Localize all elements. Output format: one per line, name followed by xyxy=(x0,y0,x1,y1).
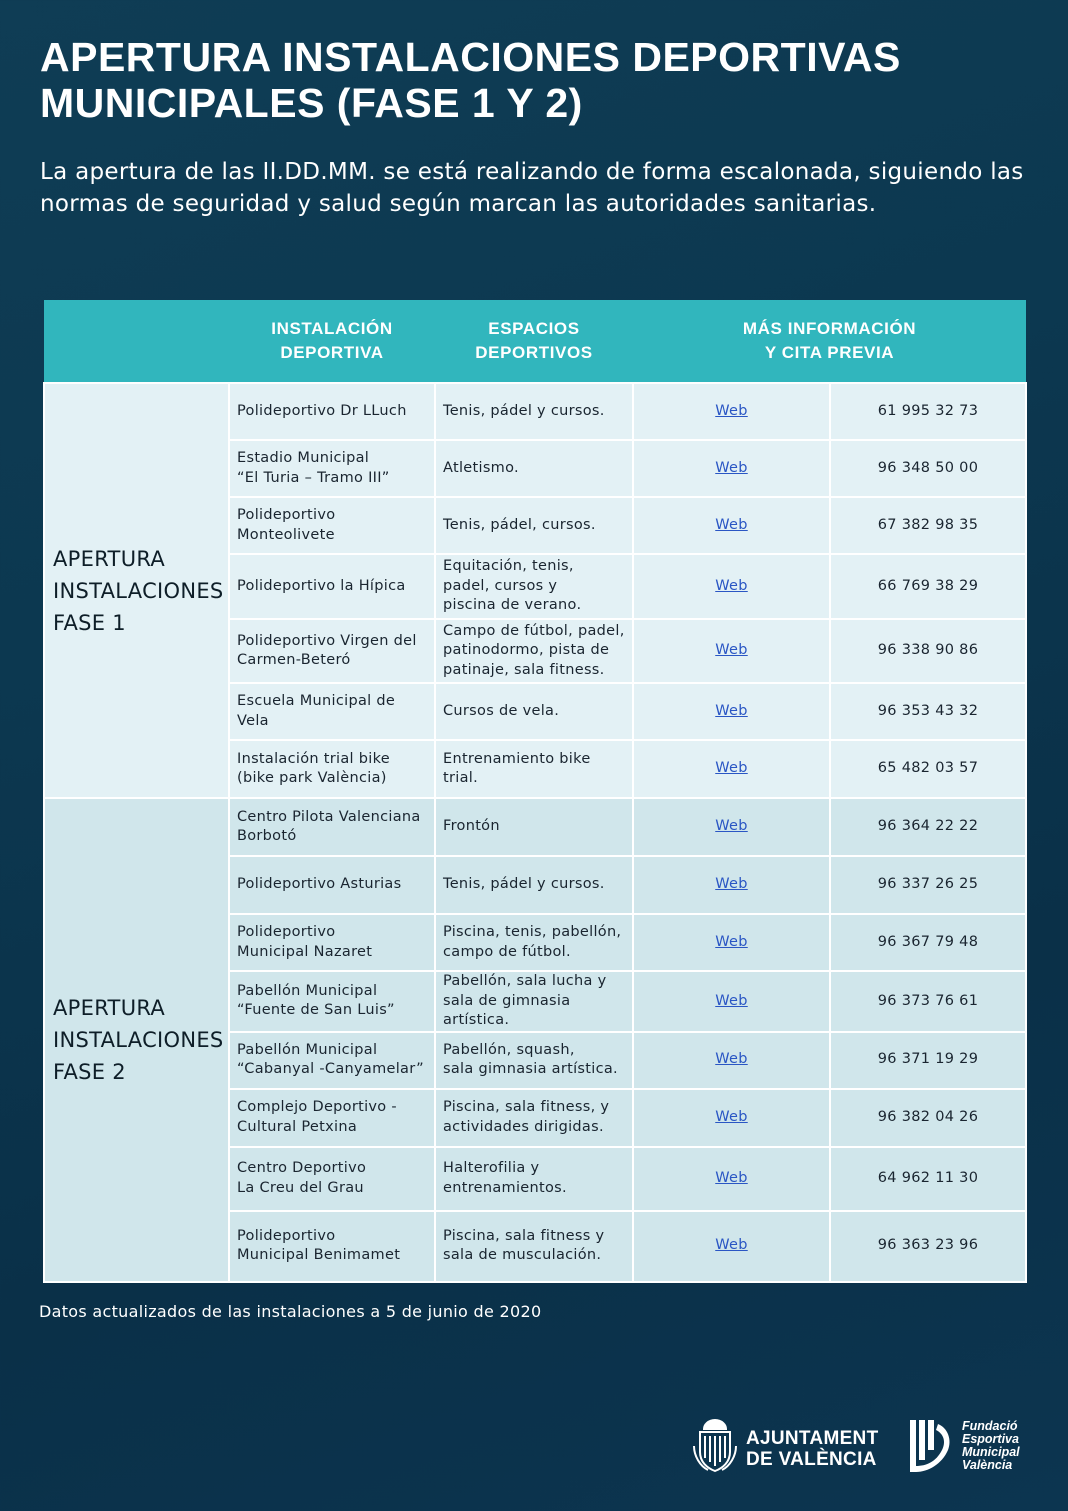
header-installation: INSTALACIÓN DEPORTIVA xyxy=(229,300,435,383)
web-cell xyxy=(633,554,830,619)
installation-name: Instalación trial bike (bike park València) xyxy=(229,740,435,798)
sports-spaces: Pabellón, squash, sala gimnasia artística. xyxy=(435,1032,633,1089)
web-cell xyxy=(633,856,830,914)
web-cell xyxy=(633,1089,830,1147)
web-link[interactable]: Web xyxy=(715,760,748,777)
web-cell xyxy=(633,1032,830,1089)
web-link[interactable]: Web xyxy=(715,992,748,1009)
web-cell xyxy=(633,619,830,683)
sports-spaces: Frontón xyxy=(435,798,633,856)
facilities-table xyxy=(43,300,1027,1283)
web-cell xyxy=(633,740,830,798)
phone-number: 96 348 50 00 xyxy=(830,440,1026,497)
phone-number: 64 962 11 30 xyxy=(830,1147,1026,1211)
phase-2-label: APERTURA INSTALACIONES FASE 2 xyxy=(44,798,229,1282)
header-spaces: ESPACIOS DEPORTIVOS xyxy=(435,300,633,383)
phone-number: 67 382 98 35 xyxy=(830,497,1026,554)
phase-1-label: APERTURA INSTALACIONES FASE 1 xyxy=(44,383,229,798)
fundacio-mark-icon xyxy=(908,1418,956,1476)
installation-name: Estadio Municipal “El Turia – Tramo III” xyxy=(229,440,435,497)
phone-number: 61 995 32 73 xyxy=(830,383,1026,440)
installation-name: Escuela Municipal de Vela xyxy=(229,683,435,740)
installation-name: Polideportivo la Hípica xyxy=(229,554,435,619)
web-cell xyxy=(633,383,830,440)
city-crest-icon xyxy=(690,1416,740,1476)
sports-spaces: Piscina, sala fitness, y actividades dirigidas. xyxy=(435,1089,633,1147)
ajuntament-logo-text: AJUNTAMENT DE VALÈNCIA xyxy=(746,1428,879,1470)
web-cell xyxy=(633,497,830,554)
header-phase xyxy=(44,300,229,383)
installation-name: Polideportivo Municipal Nazaret xyxy=(229,914,435,971)
sports-spaces: Tenis, pádel y cursos. xyxy=(435,856,633,914)
installation-name: Polideportivo Asturias xyxy=(229,856,435,914)
sports-spaces: Piscina, tenis, pabellón, campo de fútbol. xyxy=(435,914,633,971)
phone-number: 66 769 38 29 xyxy=(830,554,1026,619)
sports-spaces: Campo de fútbol, padel, patinodormo, pista de patinaje, sala fitness. xyxy=(435,619,633,683)
web-cell xyxy=(633,683,830,740)
sports-spaces: Halterofilia y entrenamientos. xyxy=(435,1147,633,1211)
web-link[interactable]: Web xyxy=(715,1051,748,1068)
installation-name: Pabellón Municipal “Cabanyal -Canyamelar” xyxy=(229,1032,435,1089)
update-note: Datos actualizados de las instalaciones a 5 de junio de 2020 xyxy=(39,1302,542,1321)
sports-spaces: Pabellón, sala lucha y sala de gimnasia artística. xyxy=(435,971,633,1032)
web-link[interactable]: Web xyxy=(715,876,748,893)
web-cell xyxy=(633,1147,830,1211)
page-title: APERTURA INSTALACIONES DEPORTIVAS MUNICIPALES (FASE 1 Y 2) xyxy=(40,34,901,126)
web-link[interactable]: Web xyxy=(715,818,748,835)
phone-number: 96 373 76 61 xyxy=(830,971,1026,1032)
table-body xyxy=(44,383,1026,1282)
phone-number: 96 371 19 29 xyxy=(830,1032,1026,1089)
web-link[interactable]: Web xyxy=(715,1169,748,1186)
web-cell xyxy=(633,971,830,1032)
web-link[interactable]: Web xyxy=(715,933,748,950)
sports-spaces: Equitación, tenis, padel, cursos y piscina de verano. xyxy=(435,554,633,619)
web-link[interactable]: Web xyxy=(715,702,748,719)
web-link[interactable]: Web xyxy=(715,642,748,659)
installation-name: Polideportivo Municipal Benimamet xyxy=(229,1211,435,1282)
table-header-row xyxy=(44,300,1026,383)
header-more-info: MÁS INFORMACIÓN Y CITA PREVIA xyxy=(633,300,1026,383)
web-cell xyxy=(633,440,830,497)
sports-spaces: Cursos de vela. xyxy=(435,683,633,740)
web-link[interactable]: Web xyxy=(715,1108,748,1125)
sports-spaces: Entrenamiento bike trial. xyxy=(435,740,633,798)
web-cell xyxy=(633,798,830,856)
phone-number: 96 338 90 86 xyxy=(830,619,1026,683)
phone-number: 96 337 26 25 xyxy=(830,856,1026,914)
installation-name: Polideportivo Monteolivete xyxy=(229,497,435,554)
web-link[interactable]: Web xyxy=(715,459,748,476)
installation-name: Centro Deportivo La Creu del Grau xyxy=(229,1147,435,1211)
phone-number: 96 353 43 32 xyxy=(830,683,1026,740)
installation-name: Centro Pilota Valenciana Borbotó xyxy=(229,798,435,856)
installation-name: Pabellón Municipal “Fuente de San Luis” xyxy=(229,971,435,1032)
installation-name: Polideportivo Dr LLuch xyxy=(229,383,435,440)
web-link[interactable]: Web xyxy=(715,577,748,594)
phone-number: 96 363 23 96 xyxy=(830,1211,1026,1282)
web-link[interactable]: Web xyxy=(715,516,748,533)
sports-spaces: Piscina, sala fitness y sala de musculación. xyxy=(435,1211,633,1282)
fundacio-logo-text: Fundació Esportiva Municipal València xyxy=(962,1419,1020,1472)
table-row xyxy=(44,383,1026,440)
phone-number: 65 482 03 57 xyxy=(830,740,1026,798)
web-cell xyxy=(633,1211,830,1282)
phone-number: 96 367 79 48 xyxy=(830,914,1026,971)
sports-spaces: Atletismo. xyxy=(435,440,633,497)
web-link[interactable]: Web xyxy=(715,1237,748,1254)
installation-name: Polideportivo Virgen del Carmen-Beteró xyxy=(229,619,435,683)
phone-number: 96 364 22 22 xyxy=(830,798,1026,856)
sports-spaces: Tenis, pádel y cursos. xyxy=(435,383,633,440)
phone-number: 96 382 04 26 xyxy=(830,1089,1026,1147)
web-link[interactable]: Web xyxy=(715,402,748,419)
table-row xyxy=(44,798,1026,856)
page-subtitle: La apertura de las II.DD.MM. se está realizando de forma escalonada, siguiendo las normas de seguridad y salud según marcan las autoridades sanitarias. xyxy=(40,159,1024,217)
web-cell xyxy=(633,914,830,971)
installation-name: Complejo Deportivo - Cultural Petxina xyxy=(229,1089,435,1147)
sports-spaces: Tenis, pádel, cursos. xyxy=(435,497,633,554)
